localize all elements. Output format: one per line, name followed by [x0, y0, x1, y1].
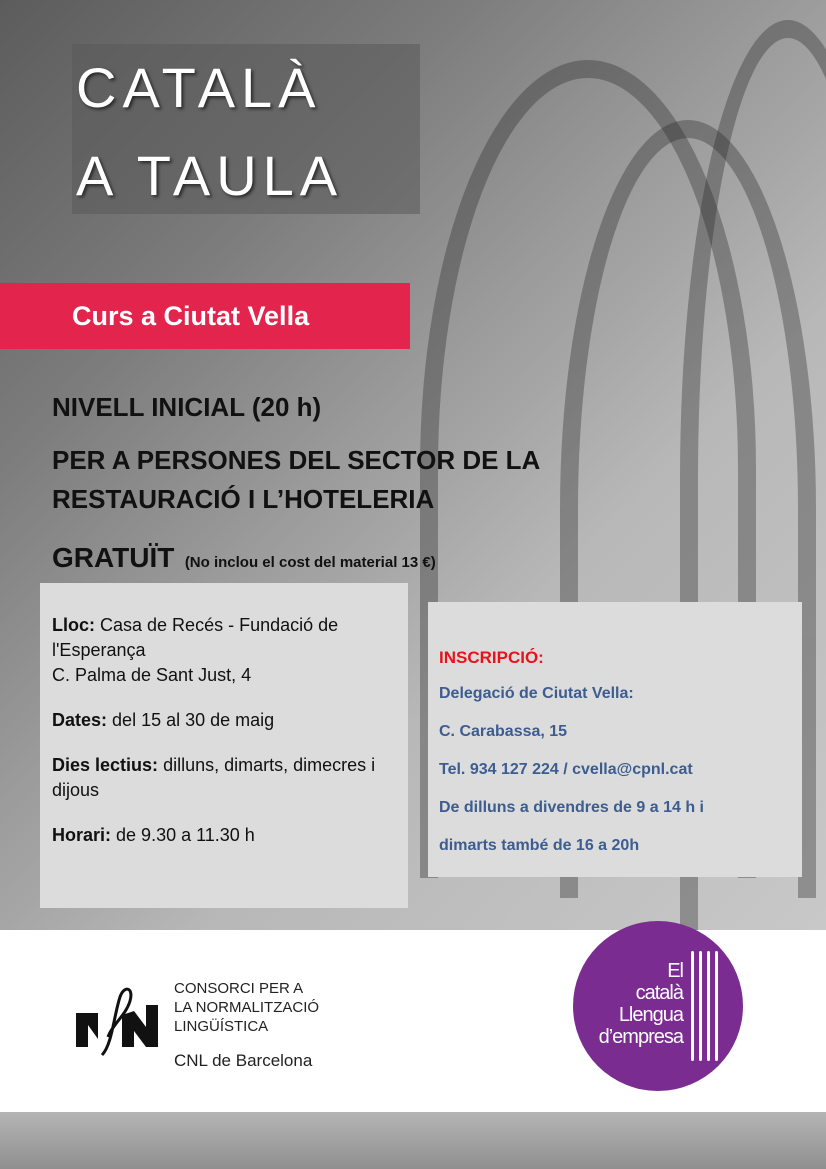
registration-contact: Tel. 934 127 224 / cvella@cpnl.cat	[439, 761, 693, 778]
dates-info	[52, 708, 396, 733]
course-banner-text: Curs a Ciutat Vella	[72, 301, 310, 331]
hours-info	[52, 823, 396, 848]
registration-schedule-1: De dilluns a divendres de 9 a 14 h i	[439, 799, 704, 816]
hours-label: Horari:	[52, 825, 112, 845]
badge-stripe	[691, 951, 694, 1061]
price-row	[52, 542, 436, 574]
badge-stripe	[707, 951, 710, 1061]
cpnl-logo	[72, 975, 372, 1085]
consortium-branch: CNL de Barcelona	[174, 1051, 313, 1070]
consortium-line-1: CONSORCI PER A	[174, 980, 304, 997]
place-label: Lloc:	[52, 615, 95, 635]
title-line-2: A TAULA	[76, 144, 344, 207]
days-info	[52, 753, 396, 803]
registration-street: C. Carabassa, 15	[439, 723, 568, 740]
audience-line-2: RESTAURACIÓ I L’HOTELERIA	[52, 484, 435, 514]
consortium-line-2: LA NORMALITZACIÓ	[174, 999, 320, 1016]
consortium-line-3: LINGÜÍSTICA	[174, 1018, 269, 1035]
registration-box	[428, 602, 802, 877]
registration-office: Delegació de Ciutat Vella:	[439, 685, 634, 702]
days-label: Dies lectius:	[52, 755, 159, 775]
title-line-1: CATALÀ	[76, 56, 322, 119]
place-info	[52, 613, 396, 688]
place-value: Casa de Recés - Fundació de l'Esperança	[52, 615, 339, 660]
course-info-box	[40, 583, 408, 908]
audience-line-1: PER A PERSONES DEL SECTOR DE LA	[52, 445, 541, 475]
cpnl-logo-icon	[72, 975, 162, 1075]
background-photo-strip	[0, 1112, 826, 1169]
price-label: GRATUÏT	[52, 542, 175, 573]
badge-line-1: El	[667, 960, 683, 982]
registration-schedule-2: dimarts també de 16 a 20h	[439, 837, 640, 854]
badge-line-4: d’empresa	[598, 1026, 683, 1048]
badge-line-3: Llengua	[618, 1004, 683, 1026]
badge-stripe	[715, 951, 718, 1061]
dates-value: del 15 al 30 de maig	[112, 710, 275, 730]
registration-title: INSCRIPCIÓ:	[439, 648, 544, 667]
badge-stripe	[699, 951, 702, 1061]
level-heading: NIVELL INICIAL (20 h)	[52, 392, 322, 422]
badge-line-2: català	[635, 982, 683, 1004]
days-value: dilluns, dimarts, dimecres i dijous	[52, 755, 376, 800]
place-address: C. Palma de Sant Just, 4	[52, 665, 252, 685]
price-note: (No inclou el cost del material 13 €)	[184, 554, 436, 571]
dates-label: Dates:	[52, 710, 108, 730]
hours-value: de 9.30 a 11.30 h	[116, 825, 255, 845]
catala-llengua-empresa-badge	[573, 921, 743, 1091]
